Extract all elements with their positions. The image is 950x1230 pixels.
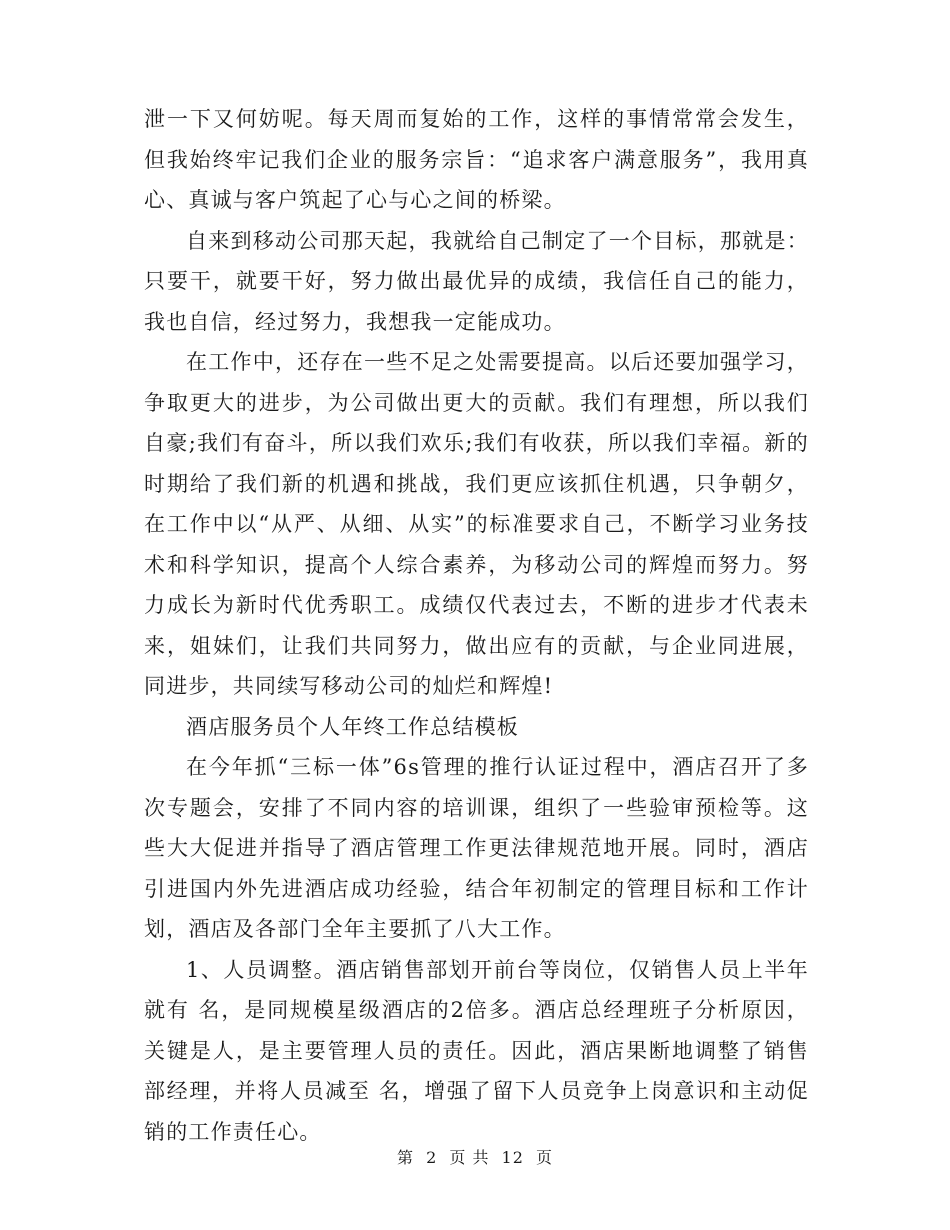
document-body: [144, 99, 809, 1152]
footer-page-number: 2: [426, 1148, 438, 1167]
paragraph-3: 在工作中，还存在一些不足之处需要提高。以后还要加强学习，争取更大的进步，为公司做出更大的贡献。我们有理想，所以我们自豪;我们有奋斗，所以我们欢乐;我们有收获，所以我们幸福。新的时期给了我们新的机遇和挑战，我们更应该抓住机遇，只争朝夕，在工作中以“从严、从细、从实”的标准要求自己，不断学习业务技术和科学知识，提高个人综合素养，为移动公司的辉煌而努力。努力成长为新时代优秀职工。成绩仅代表过去，不断的进步才代表未来，姐妹们，让我们共同努力，做出应有的贡献，与企业同进展，同进步，共同续写移动公司的灿烂和辉煌!: [144, 350, 809, 698]
footer-suffix: 页: [536, 1148, 554, 1167]
paragraph-1: 泄一下又何妨呢。每天周而复始的工作，这样的事情常常会发生，但我始终牢记我们企业的服务宗旨：“追求客户满意服务”，我用真心、真诚与客户筑起了心与心之间的桥梁。: [144, 107, 809, 212]
footer-prefix: 第: [396, 1148, 414, 1167]
page-footer: [0, 1145, 950, 1168]
paragraph-6: 1、人员调整。酒店销售部划开前台等岗位，仅销售人员上半年就有 名，是同规模星级酒店的2倍多。酒店总经理班子分析原因，关键是人，是主要管理人员的责任。因此，酒店果断地调整了销售部经理，并将人员减至 名，增强了留下人员竞争上岗意识和主动促销的工作责任心。: [144, 957, 809, 1144]
paragraph-5: 在今年抓“三标一体”6s管理的推行认证过程中，酒店召开了多次专题会，安排了不同内容的培训课，组织了一些验审预检等。这些大大促进并指导了酒店管理工作更法律规范地开展。同时，酒店引进国内外先进酒店成功经验，结合年初制定的管理目标和工作计划，酒店及各部门全年主要抓了八大工作。: [144, 755, 809, 941]
section-heading: 酒店服务员个人年终工作总结模板: [186, 714, 519, 739]
footer-total-pages: 12: [501, 1148, 524, 1167]
footer-middle: 页 共: [449, 1148, 490, 1167]
paragraph-2: 自来到移动公司那天起，我就给自己制定了一个目标，那就是：只要干，就要干好，努力做出最优异的成绩，我信任自己的能力，我也自信，经过努力，我想我一定能成功。: [144, 228, 809, 334]
